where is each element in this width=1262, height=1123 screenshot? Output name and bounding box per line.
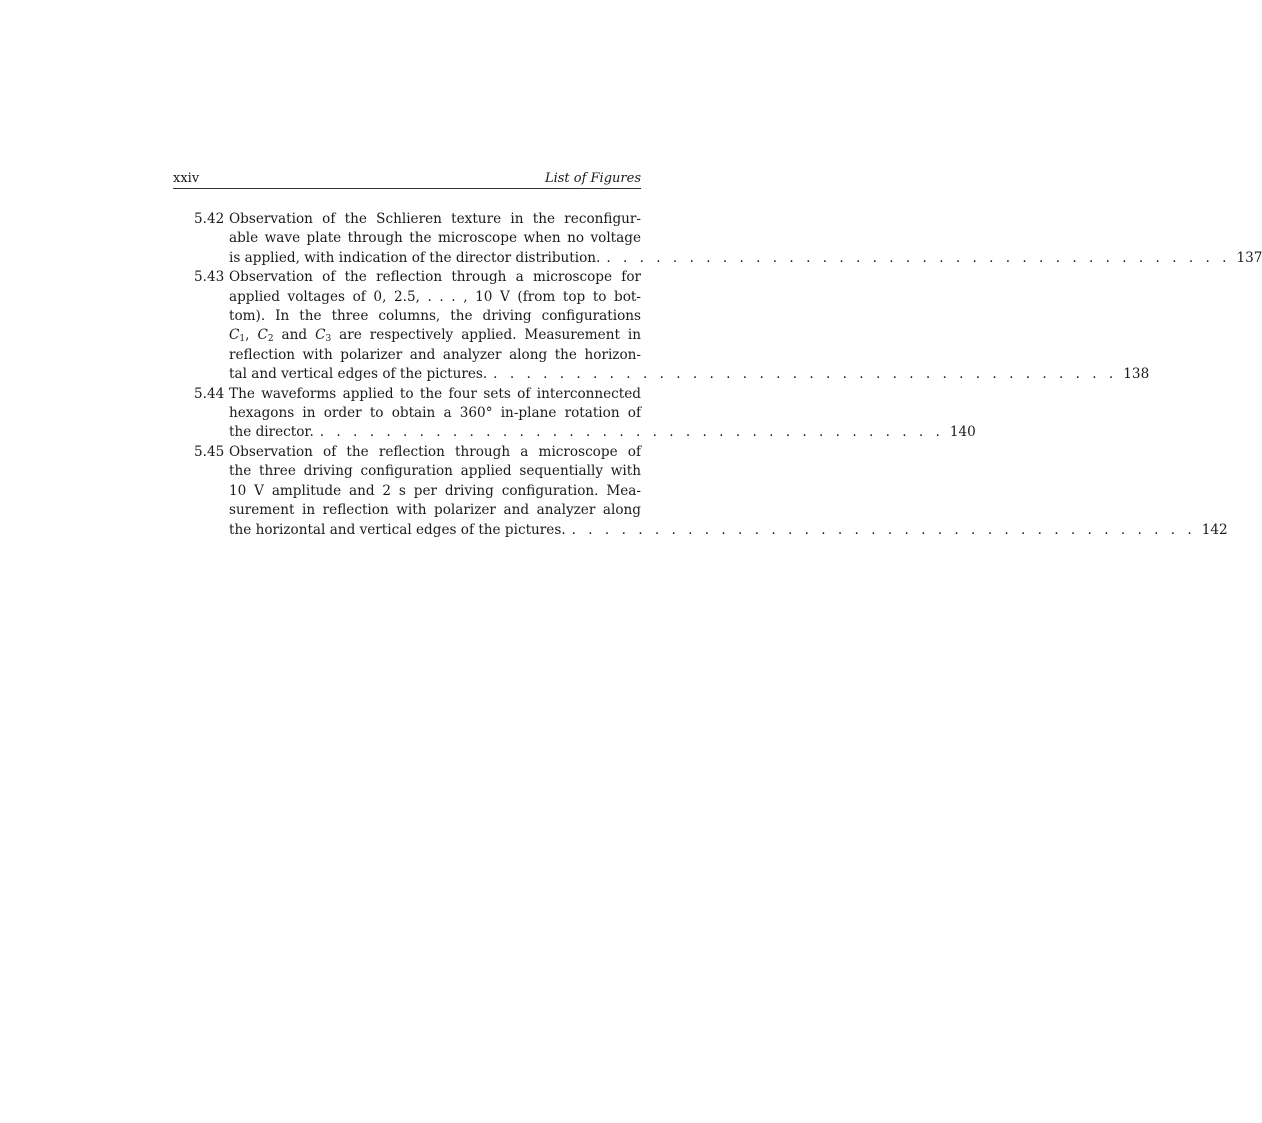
config-symbol: $C_2$ bbox=[257, 327, 274, 345]
entry-line-configs: $C_1$, $C_2$ and $C_3$ are respectively applied. Measurement in bbox=[229, 327, 641, 345]
entry-line: able wave plate through the microscope when no voltage bbox=[229, 230, 641, 247]
config-symbol: $C_3$ bbox=[315, 327, 332, 345]
figure-entry-5-42[interactable] bbox=[194, 210, 1262, 268]
list-of-figures bbox=[194, 210, 1262, 540]
entry-line: the director. bbox=[229, 424, 314, 441]
entry-line: Observation of the reflection through a microscope for bbox=[229, 269, 641, 286]
entry-line: The waveforms applied to the four sets of interconnected bbox=[229, 385, 641, 402]
entry-line: the horizontal and vertical edges of the pictures. bbox=[229, 521, 566, 538]
figure-entry-5-44[interactable] bbox=[194, 385, 976, 443]
entry-line: Observation of the Schlieren texture in the reconfigur- bbox=[229, 211, 641, 227]
entry-line: tal and vertical edges of the pictures. bbox=[229, 366, 488, 383]
dot-leader: . . . . . . . . . . . . . . . . . . . . . . . . . . . . . . . . . . . . . . bbox=[493, 366, 1118, 383]
entry-line: surement in reflection with polarizer and analyzer along bbox=[229, 502, 641, 519]
figure-entry-5-43[interactable] bbox=[194, 268, 1150, 384]
page-reference[interactable]: 138 bbox=[1123, 366, 1150, 383]
entry-line: reflection with polarizer and analyzer along the horizon- bbox=[229, 346, 641, 363]
dot-leader: . . . . . . . . . . . . . . . . . . . . . . . . . . . . . . . . . . . . . . bbox=[571, 521, 1196, 538]
entry-last-line bbox=[229, 365, 1150, 384]
page-reference[interactable]: 137 bbox=[1236, 249, 1262, 266]
dot-leader: . . . . . . . . . . . . . . . . . . . . . . . . . . . . . . . . . . . . . . bbox=[319, 424, 944, 441]
entry-last-line bbox=[229, 249, 1262, 268]
entry-line: is applied, with indication of the director distribution. bbox=[229, 249, 601, 266]
figure-number: 5.44 bbox=[194, 385, 225, 402]
page-header bbox=[173, 171, 641, 187]
entry-line: 10 V amplitude and 2 s per driving configuration. Mea- bbox=[229, 482, 641, 499]
figure-number: 5.45 bbox=[194, 443, 225, 460]
entry-last-line bbox=[229, 521, 1228, 540]
entry-last-line bbox=[229, 423, 976, 442]
entry-line: applied voltages of 0, 2.5, . . . , 10 V (from top to bot- bbox=[229, 288, 641, 305]
figure-number: 5.43 bbox=[194, 269, 225, 286]
page-reference[interactable]: 142 bbox=[1201, 521, 1228, 538]
config-symbol: $C_1$ bbox=[229, 327, 246, 345]
figure-number: 5.42 bbox=[194, 211, 225, 227]
page-reference[interactable]: 140 bbox=[949, 424, 976, 441]
entry-line: tom). In the three columns, the driving configurations bbox=[229, 308, 641, 325]
header-rule bbox=[173, 188, 641, 189]
running-title: List of Figures bbox=[544, 171, 641, 186]
figure-entry-5-45[interactable] bbox=[194, 443, 1228, 540]
dot-leader: . . . . . . . . . . . . . . . . . . . . . . . . . . . . . . . . . . . . . . bbox=[606, 249, 1231, 266]
entry-line: hexagons in order to obtain a 360° in-plane rotation of bbox=[229, 405, 641, 422]
entry-line: the three driving configuration applied sequentially with bbox=[229, 463, 641, 480]
entry-line: Observation of the reflection through a microscope of bbox=[229, 443, 641, 460]
page-number: xxiv bbox=[173, 171, 200, 186]
